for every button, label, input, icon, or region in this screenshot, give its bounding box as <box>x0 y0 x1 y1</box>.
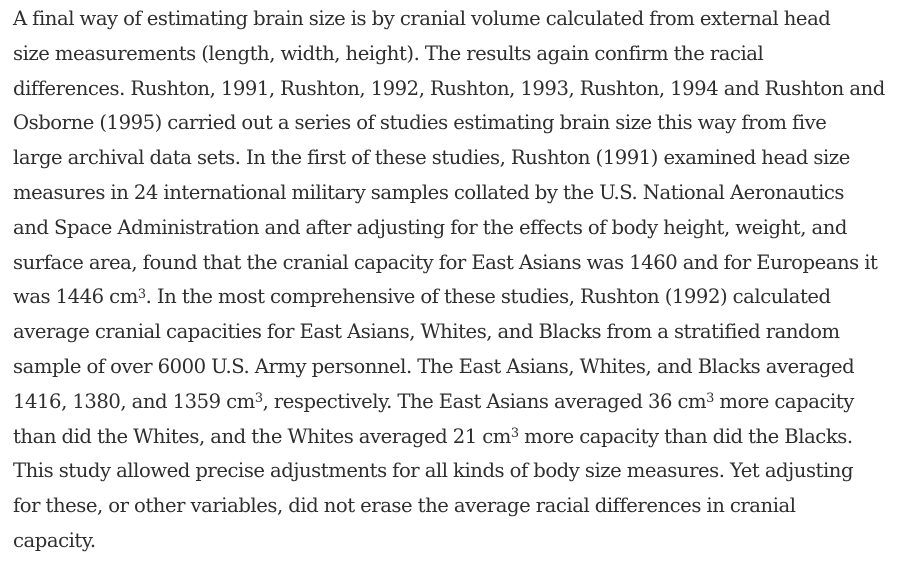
text-line-16: capacity. <box>13 528 96 552</box>
text-segment: more capacity than did the Blacks. <box>518 424 853 448</box>
superscript: 3 <box>706 390 714 406</box>
superscript: 3 <box>137 286 146 302</box>
superscript: 3 <box>254 390 263 406</box>
text-line-6: measures in 24 international military samples collated by the U.S. National Aeronautics <box>13 180 845 204</box>
text-line-13 <box>13 420 898 455</box>
text-line-3: differences. Rushton, 1991, Rushton, 1992, Rushton, 1993, Rushton, 1994 and Rushton and <box>13 76 885 100</box>
text-segment: more capacity <box>713 389 854 413</box>
text-line-9 <box>13 280 898 315</box>
text-segment: 1416, 1380, and 1359 cm <box>13 389 255 413</box>
text-line-2: size measurements (length, width, height). The results again confirm the racial <box>13 41 764 65</box>
text-segment: , respectively. The East Asians averaged 36 cm <box>262 389 707 413</box>
superscript: 3 <box>510 425 519 441</box>
text-line-12 <box>13 385 898 420</box>
text-line-14: This study allowed precise adjustments for all kinds of body size measures. Yet adjusting <box>13 459 854 483</box>
text-segment: than did the Whites, and the Whites averaged 21 cm <box>13 424 511 448</box>
text-line-10: average cranial capacities for East Asians, Whites, and Blacks from a stratified random <box>13 320 840 344</box>
text-line-7: and Space Administration and after adjusting for the effects of body height, weight, and <box>13 215 847 239</box>
text-line-11: sample of over 6000 U.S. Army personnel. The East Asians, Whites, and Blacks averaged <box>13 354 855 378</box>
body-paragraph <box>13 2 898 559</box>
text-line-1: A final way of estimating brain size is by cranial volume calculated from external head <box>13 7 831 30</box>
text-line-8: surface area, found that the cranial capacity for East Asians was 1460 and for Europeans it <box>13 250 878 274</box>
text-segment: . In the most comprehensive of these studies, Rushton (1992) calculated <box>145 285 831 309</box>
text-line-15: for these, or other variables, did not erase the average racial differences in cranial <box>13 494 796 518</box>
text-line-4: Osborne (1995) carried out a series of studies estimating brain size this way from five <box>13 111 827 135</box>
text-segment: was 1446 cm <box>13 285 138 309</box>
text-line-5: large archival data sets. In the first of these studies, Rushton (1991) examined head size <box>13 146 850 170</box>
